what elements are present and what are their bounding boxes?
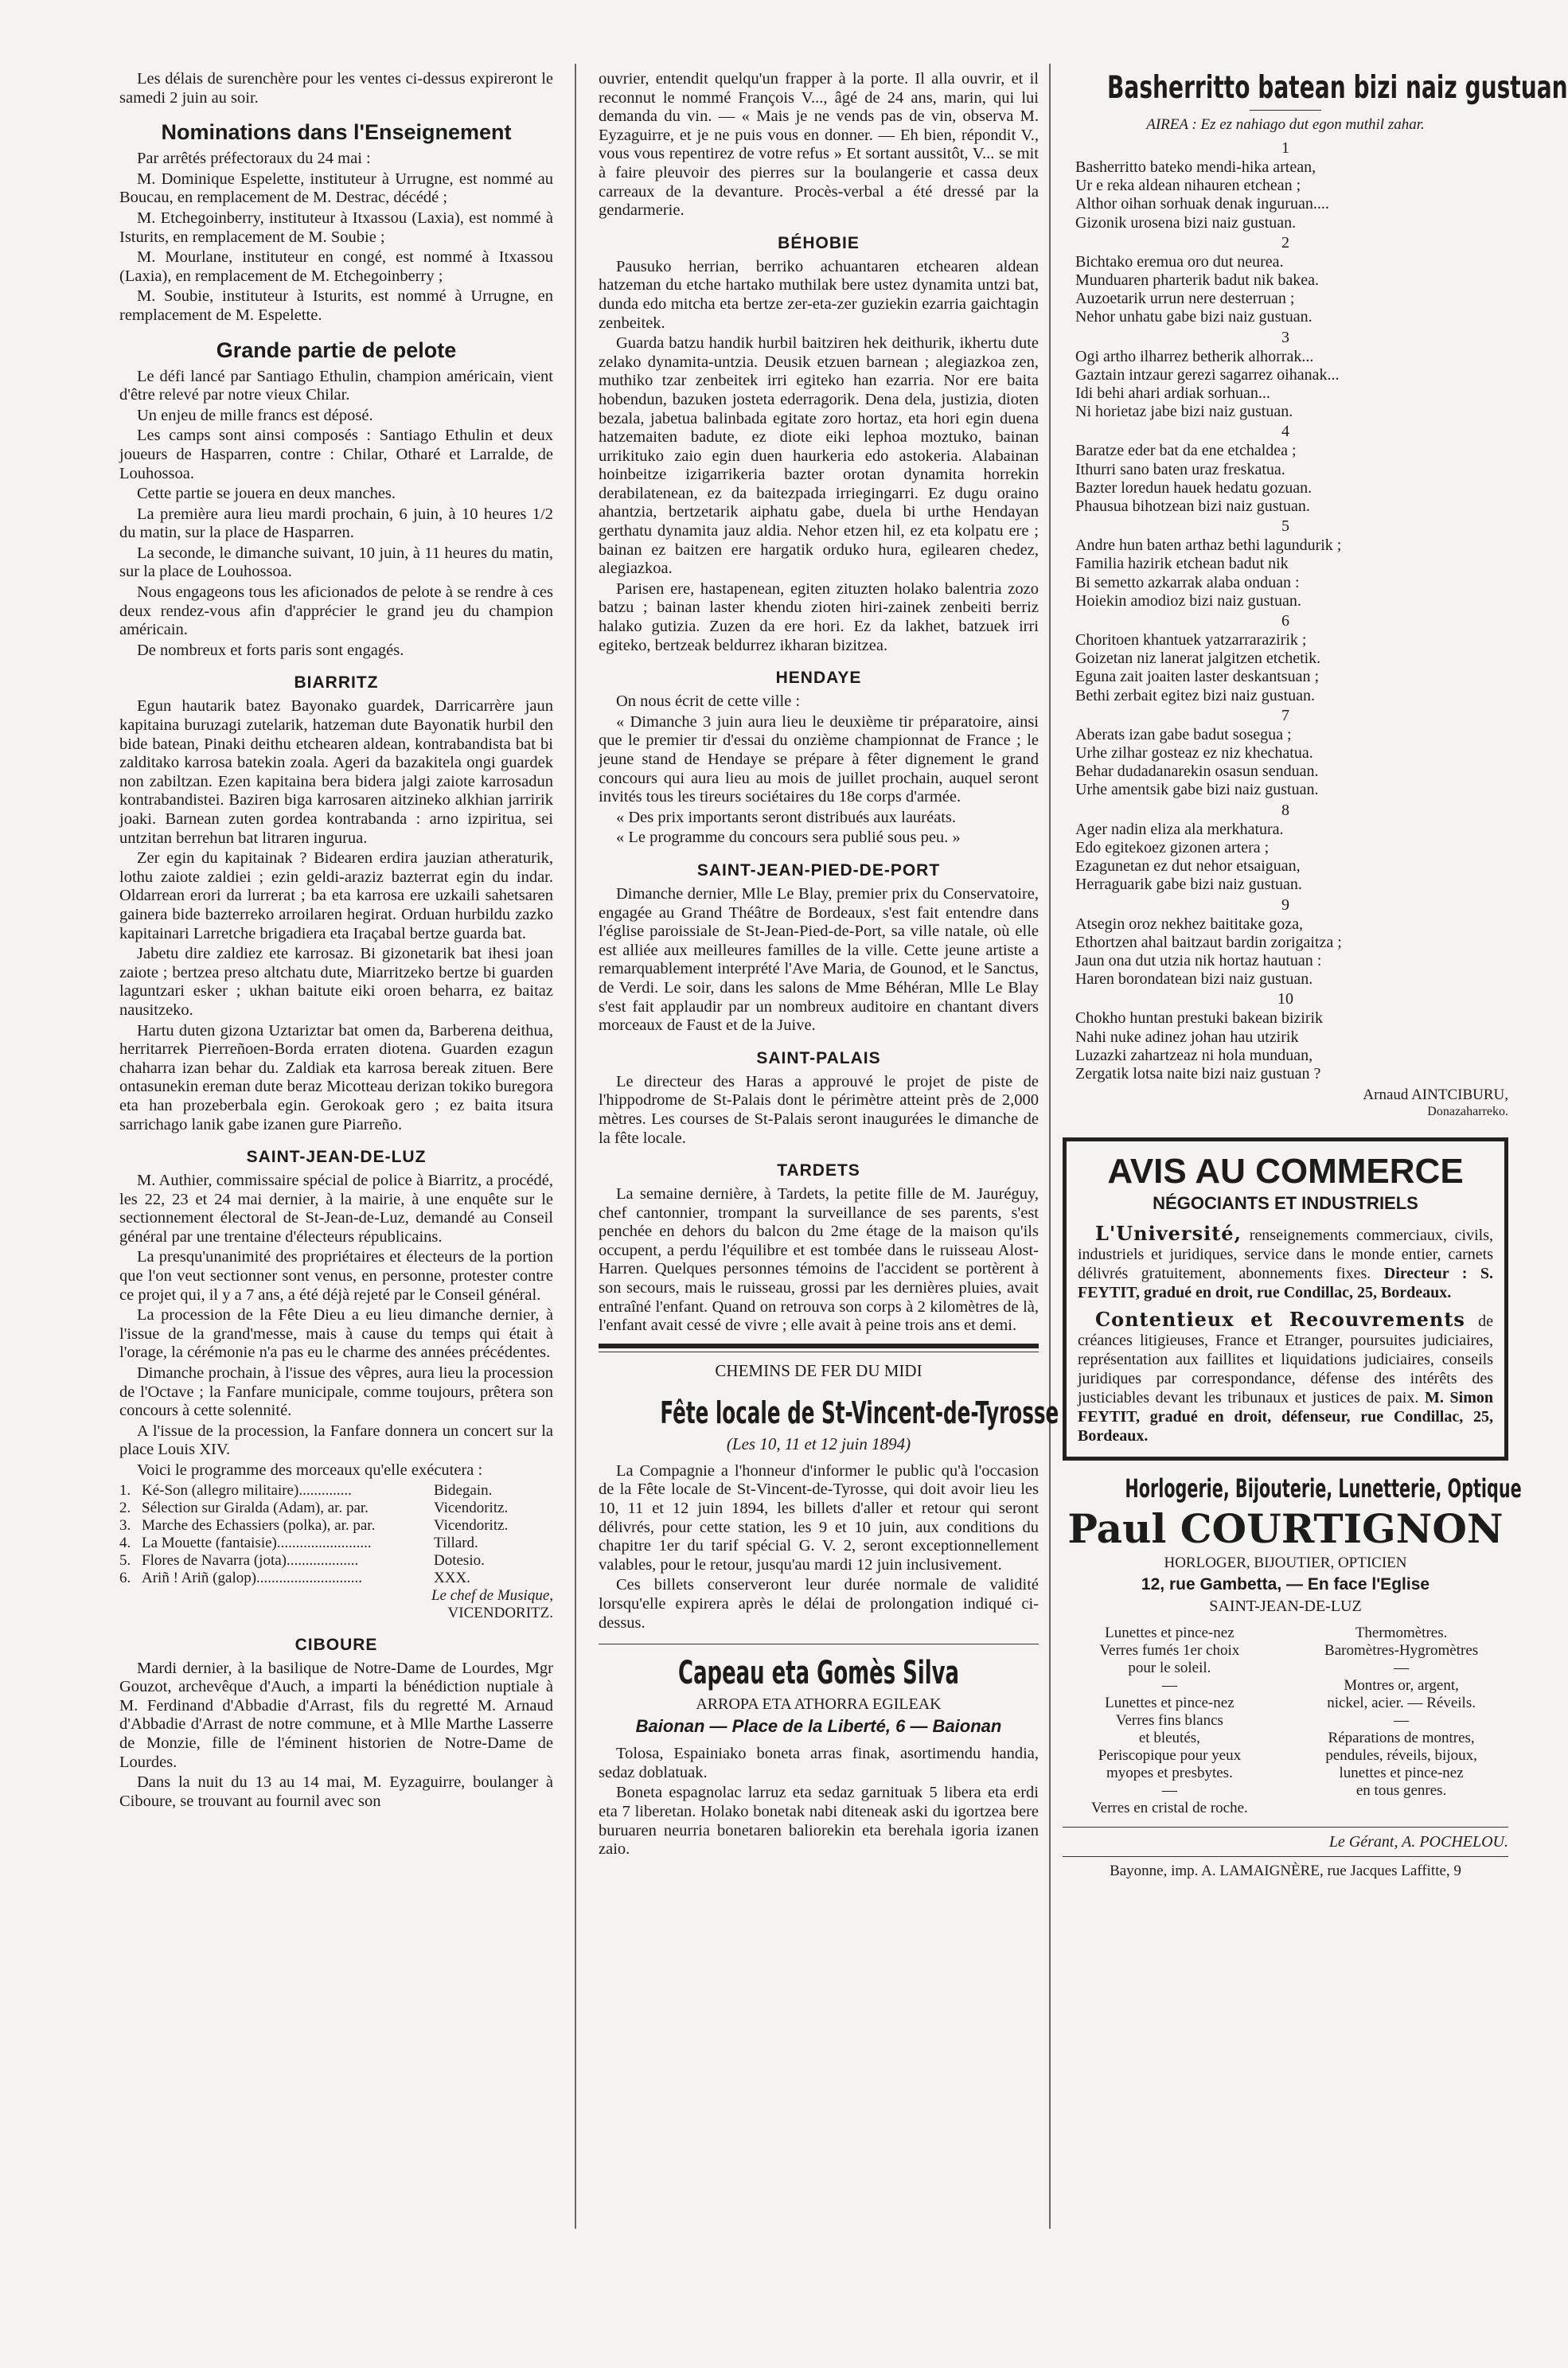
products-right: Thermomètres. Baromètres-Hygromètres — Montres or, argent, nickel, acier. — Réveils. — Réparations de montres, pendules, réveils, bijoux, lunettes et pince-nez en tous genres. (1324, 1625, 1479, 1800)
behobie-title: BÉHOBIE (778, 233, 860, 252)
poem-stanza: 9 Atsegin oroz nekhez baititake goza, Ethortzen ahal baitzaut bardin zorigaitza ; Jaun ona dut utzia nik hortaz hautuan : Haren borondatean bizi naiz gustuan. (1075, 895, 1342, 989)
program-row: 4. La Mouette (fantaisie)......................... Tillard. (119, 1534, 478, 1551)
capeau-title: Capeau eta Gomès Silva (678, 1655, 959, 1692)
paragraph: « Dimanche 3 juin aura lieu le deuxième tir préparatoire, ainsi que le premier tir d'essai du onzième championnat de France ; le jeune stand de Hendaye se prépare à fêter dignement le grand concours qui aura lieu au mois de juillet prochain, auquel seront invités tous les tireurs sociétaires du 18e corps d'armée. (599, 712, 1039, 806)
title-rule (1250, 110, 1321, 111)
poem-title: Basherritto batean bizi naiz gustuan (1107, 70, 1568, 106)
paragraph: Boneta espagnolac larruz eta sedaz garnituak 5 libera eta erdi eta 7 liberetan. Holako bonetak nabi diteneak aski du igortzea bere buruaren neurria bonetaren baliorekin eta berehala igoria izanen zaio. (599, 1784, 1039, 1859)
paragraph: Le défi lancé par Santiago Ethulin, champion américain, vient d'être relevé par notre vieux Chilar. (119, 367, 553, 404)
paragraph: A l'issue de la procession, la Fanfare donnera un concert sur la place Louis XIV. (119, 1422, 553, 1459)
paragraph: Voici le programme des morceaux qu'elle exécutera : (137, 1461, 483, 1479)
midi-title: Fête locale de St-Vincent-de-Tyrosse (660, 1395, 1059, 1430)
capeau-address: Baionan — Place de la Liberté, 6 — Baionan (635, 1716, 1002, 1737)
poem-stanza: 3 Ogi artho ilharrez betherik alhorrak... Gaztain intzaur gerezi sagarrez oihanak... Idi behi ahari ardiak sorhuan... Ni horietaz jabe bizi naiz gustuan. (1075, 328, 1340, 421)
paragraph: Pausuko herrian, berriko achuantaren etchearen aldean hatzeman du etche hartako muthilak bere ustez dynamita untzi bat, dunda edo mitcha eta bertze zer-eta-zer guziekin ezarria gaichtagin zenbeitek. (599, 257, 1039, 332)
paragraph: Guarda batzu handik hurbil baitziren hek deithurik, ikhertu dute zelako dynamita-untzia. Deusik etzuen barnean ; alegiazkoa zen, muthiko tzar zenbeitek irri egiteko han ezarria. Nor ere baita hobendun, bazuken josteta ederragorik. Dena dela, justizia, dioten bezala, jabetua balinbada egitate zoro hortaz, eta hori egin duena hatzemaiten badute, ez diote eiki lephoa moztuko, bainan urrikituko zaio egin duen haurkeria edo astokeria. Alabainan hoinbeitze izigarrikeria bazter orotan dynamita horrekin derabilatenean, ez da baitezpada irriegingarri. Ez dugu oraino ahantzia, bertzetarik aiphatu gabe, duela bi urthe Hendayan gerthatu dynamita jauz aldia. Nehor etzen hil, ez eta kolpatu ere ; bainan ez baitzen ere hargatik orduko hura, egilearen chedez, alegiazkoa. (599, 334, 1039, 578)
continued-text: ouvrier, entendit quelqu'un frapper à la porte. Il alla ouvrir, et il reconnut le nommé François V..., âgé de 24 ans, marin, qui lui demanda du vin. — « Mais je ne vends pas de vin, observa M. Eyzaguirre, et je ne puis vous en donner. — Eh bien, répondit V., vous vous repentirez de votre refus » Et sortant aussitôt, V... se mit à faire pleuvoir des pierres sur la boulangerie et cassa deux carreaux de la devanture. Procès-verbal a été dressé par la gendarmerie. (599, 70, 1039, 220)
poem-stanza: 7 Aberats izan gabe badut sosegua ; Urhe zilhar gosteaz ez niz khechatua. Behar dudadanarekin osasun senduan. Urhe amentsik gabe bizi naiz gustuan. (1075, 706, 1319, 799)
ciboure-title: CIBOURE (294, 1635, 378, 1654)
pelote-body (119, 368, 553, 661)
imprint: Bayonne, imp. A. LAMAIGNÈRE, rue Jacques Laffitte, 9 (1110, 1863, 1461, 1880)
avis-title: AVIS AU COMMERCE (1107, 1152, 1464, 1192)
program-row: 1. Ké-Son (allegro militaire).............. Bidegain. (119, 1481, 493, 1499)
column-2 (599, 70, 1059, 1861)
program-row: 6. Ariñ ! Ariñ (galop)............................ XXX. (119, 1569, 470, 1586)
paragraph: Ces billets conserveront leur durée normale de validité lorsqu'elle expirera après le délai de prolongation indiqué ci-dessus. (599, 1576, 1039, 1632)
column-rule (1049, 64, 1051, 2229)
paragraph: M. Dominique Espelette, instituteur à Urrugne, est nommé au Boucau, en remplacement de M. Destrac, décédé ; (119, 170, 553, 207)
poem-stanza: 5 Andre hun baten arthaz bethi lagundurik ; Familia hazirik etchean badut nik Bi semetto azkarrak alaba onduan : Hoiekin amodioz bizi naiz gustuan. (1075, 517, 1342, 610)
nominations-body (119, 150, 553, 325)
paragraph: La première aura lieu mardi prochain, 6 juin, à 10 heures 1/2 du matin, sur la place de Hasparren. (119, 505, 553, 542)
capeau-subtitle: ARROPA ETA ATHORRA EGILEAK (696, 1695, 942, 1714)
poem-author: Arnaud AINTCIBURU, (1363, 1086, 1508, 1104)
shop-title: Horlogerie, Bijouterie, Lunetterie, Optique (1125, 1473, 1522, 1504)
poem-stanza: 4 Baratze eder bat da ene etchaldea ; Ithurri sano baten uraz freskatua. Bazter loredun hauek hedatu gozuan. Phausua bihotzean bizi naiz gustuan. (1075, 423, 1313, 516)
paragraph: Jabetu dire zaldiez ete karrosaz. Bi gizonetarik bat ihesi joan zaiote ; bertzea preso altchatu dute, Miarritzeko bertze bi guarden laguntzari esker ; ukhan baitute eiki oroen beharra, ez baitaz nausitzeko. (119, 945, 553, 1019)
intro-text: Les délais de surenchère pour les ventes ci-dessus expireront le samedi 2 juin au soir. (119, 70, 553, 107)
shop-city: SAINT-JEAN-DE-LUZ (1209, 1598, 1362, 1616)
avis-universite: L'Université, renseignements commerciaux, civils, industriels et juridiques, service dans le monde entier, carnets délivrés gratuitement, abonnements fixes. Directeur : S. FEYTIT, gradué en droit, rue Condillac, 25, Bordeaux. (1078, 1222, 1494, 1302)
paragraph: Dimanche prochain, à l'issue des vêpres, aura lieu la procession de l'Octave ; la Fanfare municipale, comme toujours, prêtera son concours à cette solennité. (119, 1364, 553, 1420)
stjean-body (119, 1172, 553, 1622)
paragraph: La presqu'unanimité des propriétaires et électeurs de la portion que l'on veut sectionner sont venus, en personne, protester contre ce projet qui, il y a 7 ans, a été déjà rejeté par le Conseil général. (119, 1248, 553, 1304)
program-row: 3. Marche des Echassiers (polka), ar. par. Vicendoritz. (119, 1516, 509, 1534)
footer-rule (1063, 1827, 1508, 1828)
poem-air: AIREA : Ez ez nahiago dut egon muthil zahar. (1146, 116, 1425, 133)
shop-address: 12, rue Gambetta, — En face l'Eglise (1141, 1575, 1430, 1594)
tardets-title: TARDETS (777, 1161, 860, 1180)
paragraph: Zer egin du kapitainak ? Bidearen erdira jauzian atheraturik, lothu zaiote zaldiei ; ezin geldi-araziz bazterrat egin du indar. Oldarrean erori da lurrerat ; ba eta karrosa ere uzkaili sahetsaren gainera bide bazterreko arroilaren hegirat. Orduan hurbildu zazko kapitainari Larretche brigadiera eta Iraçabal bertze guarda bat. (119, 849, 553, 942)
avis-commerce-ad (1063, 1137, 1508, 1461)
paragraph: M. Authier, commissaire spécial de police à Biarritz, a procédé, les 22, 23 et 24 mai dernier, à la mairie, à une enquête sur le sectionnement électoral de St-Jean-de-Luz, demandé au Conseil général par une trentaine d'électeurs républicains. (119, 1172, 553, 1246)
concert-program (119, 1482, 553, 1587)
shop-trades: HORLOGER, BIJOUTIER, OPTICIEN (1164, 1555, 1407, 1572)
paragraph: M. Mourlane, instituteur en congé, est nommé à Itxassou (Laxia), en remplacement de M. Etchegoinberry ; (119, 248, 553, 285)
paragraph: Le directeur des Haras a approuvé le projet de piste de l'hippodrome de St-Palais dont le périmètre atteint près de 2,000 mètres. Les courses de St-Palais seront inaugurées le dimanche de la fête locale. (599, 1072, 1039, 1147)
signature-role: Le chef de Musique, (431, 1586, 553, 1604)
signature-name: VICENDORITZ. (447, 1604, 553, 1621)
pelote-title: Grande partie de pelote (216, 337, 457, 362)
poem-stanza: 2 Bichtako eremua oro dut neurea. Munduaren pharterik badut nik bakea. Auzoetarik urrun nere desterruan ; Nehor unhatu gabe bizi naiz gustuan. (1075, 233, 1320, 326)
program-row: 2. Sélection sur Giralda (Adam), ar. par. Vicendoritz. (119, 1499, 509, 1516)
paragraph: La Compagnie a l'honneur d'informer le public qu'à l'occasion de la Fête locale de St-Vincent-de-Tyrosse, qui doit avoir lieu les 10, 11 et 12 juin 1894, les billets d'aller et retour qui seront délivrés, pour cette station, les 9 et 10 juin, aux conditions du chapitre 1er du tarif spécial G. V. 2, seront exceptionnellement valables, pour le retour, jusqu'au mardi 12 juin inclusivement. (599, 1461, 1039, 1574)
paragraph: La seconde, le dimanche suivant, 10 juin, à 11 heures du matin, sur la place de Louhossoa. (119, 544, 553, 581)
column-3 (1063, 70, 1568, 1882)
paragraph: Egun hautarik batez Bayonako guardek, Darricarrère jaun kapitaina buruzagi zutelarik, hatzeman dute Bayonatik hurbil den bide batean, Pinaki deithu etchearen aldean, kontrabandista bat bi zalditako karrosa batekin zoala. Ageri da bazakitela ongi guardek non zabiltzan. Ezen kapitaina bera bidera jalgi zaiote karrosadun kontrabandistei. Baziren biga karrosaren aitzineko alkhian jarririk joaki. Barnean zuten gordea kontrabanda : arno izpiritua, sei untzitan berrehun bat litraren ingurua. (119, 697, 553, 847)
hendaye-title: HENDAYE (775, 669, 862, 688)
paragraph: La procession de la Fête Dieu a eu lieu dimanche dernier, à l'issue de la grand'messe, mais à cause du temps qui était à l'orage, la cérémonie n'a pas eu le charme des années précédentes. (119, 1306, 553, 1362)
paragraph: Tolosa, Espainiako boneta arras finak, asortimendu handia, sedaz doblatuak. (599, 1745, 1039, 1781)
paragraph: Hartu duten gizona Uztariztar bat omen da, Barberena deithua, herritarrek Pierreñoen-Borda erraten diotena. Guarden ezagun chaharra izan behar du. Zaldiak eta karrosa bereak zituen. Bere ontasunekin ereman dute beraz Micotteau derizan tokiko buregora eta han prozeberbala egin. Gerokoak gero ; ez baita itsura sarrichago lanik gabe izanen gure Piarreño. (119, 1021, 553, 1133)
paragraph: Un enjeu de mille francs est déposé. (137, 406, 373, 424)
paragraph: « Des prix importants seront distribués aux lauréats. (616, 808, 956, 826)
footer-rule (1063, 1856, 1508, 1857)
stjean-title: SAINT-JEAN-DE-LUZ (246, 1148, 427, 1167)
biarritz-body (119, 697, 553, 1134)
products-left: Lunettes et pince-nez Verres fumés 1er choix pour le soleil. — Lunettes et pince-nez Verres fins blancs et bleutés, Periscopique pour yeux myopes et presbytes. — Verres en cristal de roche. (1091, 1625, 1248, 1817)
avis-subtitle: NÉGOCIANTS ET INDUSTRIELS (1153, 1193, 1418, 1214)
midi-dates: (Les 10, 11 et 12 juin 1894) (726, 1434, 911, 1453)
stjeanpied-title: SAINT-JEAN-PIED-DE-PORT (696, 860, 941, 880)
paragraph: Parisen ere, hastapenean, egiten zituzten holako balentria zozo batzu ; bainan laster khendu zioten hiri-zainek zenbeiti berriz halako gutizia. Zuzen da ere hori. Ez da lakhet, batzuek irri egiteko, bertzeak beldurrez ikharan bizitzea. (599, 579, 1039, 654)
paragraph: La semaine dernière, à Tardets, la petite fille de M. Jauréguy, chef cantonnier, trompant la surveillance de ses parents, s'est penchée en dehors du balcon du 2me étage de la maison qu'ils occupent, a perdu l'équilibre et est tombée dans le ruisseau Alost-Harren. Quelques personnes témoins de l'accident se portèrent à son secours, mais le ruisseau, grossi par les dernières pluies, avait entraîné l'enfant. Quand on retrouva son corps à 2 kilomètres de là, l'enfant avait cessé de vivre ; elle avait à peine trois ans et demi. (599, 1185, 1039, 1335)
paragraph: Dans la nuit du 13 au 14 mai, M. Eyzaguirre, boulanger à Ciboure, se trouvant au fournil avec son (119, 1773, 553, 1810)
paragraph: Cette partie se jouera en deux manches. (137, 485, 396, 503)
ciboure-body (119, 1660, 553, 1812)
column-1 (119, 70, 553, 1812)
paragraph: Nous engageons tous les aficionados de pelote à se rendre à ces deux rendez-vous afin d'apprécier le grand jeu du champion américain. (119, 583, 553, 639)
paragraph: M. Etchegoinberry, instituteur à Itxassou (Laxia), est nommé à Isturits, en remplacement de M. Soubie ; (119, 209, 553, 246)
stpalais-title: SAINT-PALAIS (756, 1048, 881, 1067)
poem-stanza: 10 Chokho huntan prestuki bakean bizirik Nahi nuke adinez johan hau utzirik Luzazki zahartzeaz ni hola munduan, Zergatik lotsa naite bizi naiz gustuan ? (1075, 990, 1324, 1083)
poem-stanza: 6 Choritoen khantuek yatzarrarazirik ; Goizetan niz lanerat jalgitzen etchetik. Eguna zait joaiten laster deskantsuan ; Bethi zerbait egitez bizi naiz gustuan. (1075, 612, 1321, 704)
section-divider (599, 1344, 1039, 1348)
courtignon-ad (1063, 1472, 1522, 1817)
gerant: Le Gérant, A. POCHELOU. (1328, 1833, 1508, 1851)
paragraph: M. Soubie, instituteur à Isturits, est nommé à Urrugne, en remplacement de M. Espelette. (119, 287, 553, 324)
paragraph: Par arrêtés préfectoraux du 24 mai : (137, 150, 371, 168)
column-rule (575, 64, 576, 2229)
shop-name: Paul COURTIGNON (1067, 1505, 1504, 1553)
paragraph: Les camps sont ainsi composés : Santiago Ethulin et deux joueurs de Hasparren, contre : Chilar, Otharé et Larralde, de Louhossoa. (119, 427, 553, 482)
paragraph: Mardi dernier, à la basilique de Notre-Dame de Lourdes, Mgr Gouzot, archevêque d'Auch, a imparti la bénédiction nuptiale à M. Ferdinand d'Abbadie d'Arrast, fils du regretté M. Arnaud d'Abbadie d'Arrast de notre commune, et à Mlle Marthe Lasserre de Monzie, fille de l'éminent historien de Notre-Dame de Lourdes. (119, 1659, 553, 1771)
poem-stanza: 1 Basherritto bateko mendi-hika artean, Ur e reka aldean nihauren etchean ; Althor oihan sorhuak denak inguruan.... Gizonik urosena bizi naiz gustuan. (1075, 139, 1329, 232)
paragraph: On nous écrit de cette ville : (616, 692, 801, 711)
biarritz-title: BIARRITZ (294, 673, 379, 692)
paragraph: Dimanche dernier, Mlle Le Blay, premier prix du Conservatoire, engagée au Grand Théâtre de Bordeaux, s'est fait entendre dans l'église paroissiale de St-Jean-Pied-de-Port, sa ville natale, où elle est alliée aux meilleures familles de la ville. Cette jeune artiste a remarquablement interprété l'Ave Maria, de Gounod, et le Sanctus, de Verdi. Le soir, dans les salons de Mme Béhéran, Mlle Le Blay s'est fait applaudir par un nombreux auditoire en chantant divers morceaux de Faust et de la Juive. (599, 884, 1039, 1035)
program-row: 5. Flores de Navarra (jota)................... Dotesio. (119, 1551, 485, 1569)
poem-author-place: Donazaharreko. (1427, 1105, 1508, 1119)
paragraph: De nombreux et forts paris sont engagés. (137, 641, 404, 659)
nominations-title: Nominations dans l'Enseignement (161, 120, 512, 145)
paragraph: « Le programme du concours sera publié sous peu. » (616, 829, 961, 847)
poem-stanza: 8 Ager nadin eliza ala merkhatura. Edo egitekoez gizonen artera ; Ezagunetan ez dut nehor etsaiguan, Herraguarik gabe bizi naiz gustuan. (1075, 801, 1302, 894)
shop-products (1063, 1625, 1508, 1817)
avis-contentieux: Contentieux et Recouvrements de créances litigieuses, France et Etranger, poursuites judiciaires, représentation aux faillites et liquidations judiciaires, conseils juridiques par correspondance, défense des intérêts des justiciables devant les tribunaux et justices de paix. M. Simon FEYTIT, gradué en droit, défenseur, rue Condillac, 25, Bordeaux. (1078, 1308, 1494, 1445)
midi-heading: CHEMINS DE FER DU MIDI (715, 1360, 922, 1380)
